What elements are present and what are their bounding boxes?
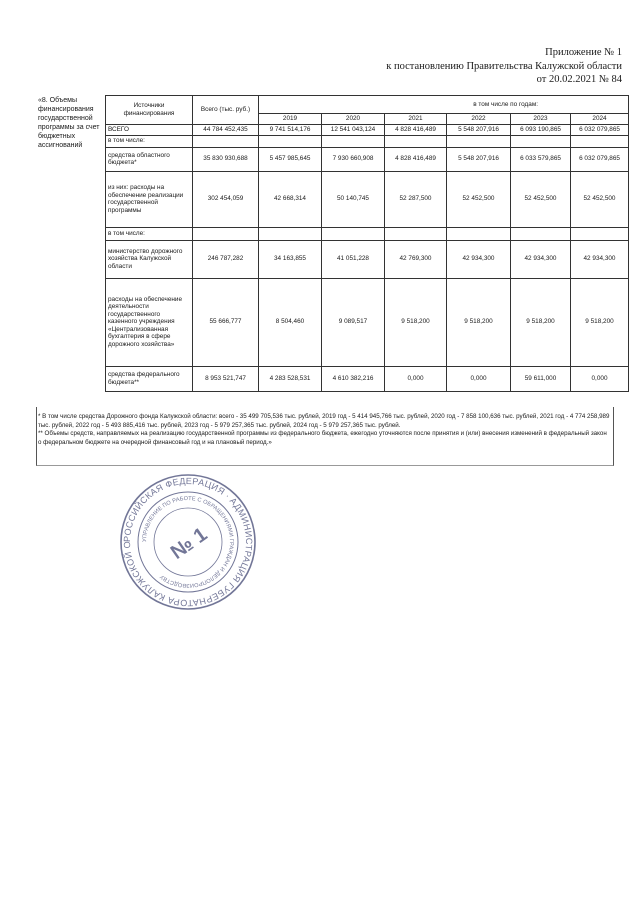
header-years-group: в том числе по годам: bbox=[259, 96, 629, 114]
row-label: расходы на обеспечение деятельности государственного казенного учреждения «Централизованная бухгалтерия в сфере дорожного хозяйства» bbox=[106, 278, 193, 366]
header-year-2019: 2019 bbox=[259, 114, 322, 125]
table-row bbox=[106, 124, 629, 135]
empty-cell bbox=[193, 227, 259, 240]
financing-table-body bbox=[106, 96, 629, 392]
row-value-2021: 4 828 416,489 bbox=[385, 147, 447, 171]
empty-cell bbox=[322, 227, 385, 240]
row-value-2023: 6 093 190,865 bbox=[511, 124, 571, 135]
financing-table bbox=[105, 95, 629, 392]
row-label: средства областного бюджета* bbox=[106, 147, 193, 171]
empty-cell bbox=[322, 135, 385, 147]
row-value-2023: 59 611,000 bbox=[511, 366, 571, 391]
row-value-2020: 50 140,745 bbox=[322, 171, 385, 227]
row-total: 35 830 930,688 bbox=[193, 147, 259, 171]
row-value-2022: 9 518,200 bbox=[447, 278, 511, 366]
row-value-2022: 5 548 207,916 bbox=[447, 147, 511, 171]
row-value-2024: 6 032 079,865 bbox=[571, 147, 629, 171]
empty-cell bbox=[447, 135, 511, 147]
table-row bbox=[106, 147, 629, 171]
empty-cell bbox=[385, 135, 447, 147]
row-value-2024: 9 518,200 bbox=[571, 278, 629, 366]
empty-cell bbox=[571, 227, 629, 240]
row-label: средства федерального бюджета** bbox=[106, 366, 193, 391]
official-seal bbox=[118, 472, 258, 612]
row-value-2020: 7 930 660,908 bbox=[322, 147, 385, 171]
row-total: 246 787,282 bbox=[193, 240, 259, 278]
header-total: Всего (тыс. руб.) bbox=[193, 96, 259, 125]
section-label: «8. Объемы финансирования государственной программы за счет бюджетных ассигнований bbox=[38, 97, 100, 149]
row-value-2020: 41 051,228 bbox=[322, 240, 385, 278]
header-year-2024: 2024 bbox=[571, 114, 629, 125]
table-row bbox=[106, 171, 629, 227]
row-value-2022: 5 548 207,916 bbox=[447, 124, 511, 135]
header-year-2020: 2020 bbox=[322, 114, 385, 125]
row-value-2024: 42 934,300 bbox=[571, 240, 629, 278]
row-value-2021: 52 287,500 bbox=[385, 171, 447, 227]
row-label: ВСЕГО bbox=[106, 124, 193, 135]
row-total: 8 953 521,747 bbox=[193, 366, 259, 391]
appendix-reference: к постановлению Правительства Калужской области bbox=[386, 60, 622, 72]
row-value-2022: 0,000 bbox=[447, 366, 511, 391]
empty-cell bbox=[259, 135, 322, 147]
row-label: в том числе: bbox=[106, 227, 193, 240]
footnote-2: ** Объемы средств, направляемых на реализацию государственной программы из федерального бюджета, ежегодно уточняются после принятия и (или) внесения изменений в федеральный закон о федеральном бюджете на очередной финансовый год и на плановый период.» bbox=[38, 430, 607, 446]
seal-graphic bbox=[118, 472, 258, 612]
empty-cell bbox=[447, 227, 511, 240]
appendix-date: от 20.02.2021 № 84 bbox=[536, 74, 622, 85]
footnotes bbox=[38, 413, 610, 447]
row-value-2019: 8 504,460 bbox=[259, 278, 322, 366]
row-value-2020: 12 541 043,124 bbox=[322, 124, 385, 135]
row-value-2023: 52 452,500 bbox=[511, 171, 571, 227]
seal-center-number: № 1 bbox=[166, 523, 212, 564]
row-value-2022: 52 452,500 bbox=[447, 171, 511, 227]
empty-cell bbox=[385, 227, 447, 240]
row-value-2019: 42 668,314 bbox=[259, 171, 322, 227]
row-value-2023: 9 518,200 bbox=[511, 278, 571, 366]
table-section-row bbox=[106, 227, 629, 240]
row-value-2023: 6 033 579,865 bbox=[511, 147, 571, 171]
table-row bbox=[106, 278, 629, 366]
row-value-2023: 42 934,300 bbox=[511, 240, 571, 278]
row-value-2019: 34 163,855 bbox=[259, 240, 322, 278]
row-value-2021: 4 828 416,489 bbox=[385, 124, 447, 135]
row-value-2020: 9 089,517 bbox=[322, 278, 385, 366]
empty-cell bbox=[259, 227, 322, 240]
empty-cell bbox=[511, 227, 571, 240]
row-label: в том числе: bbox=[106, 135, 193, 147]
seal-outer-text: РОССИЙСКАЯ ФЕДЕРАЦИЯ · АДМИНИСТРАЦИЯ ГУБЕРНАТОРА КАЛУЖСКОЙ О bbox=[121, 475, 255, 609]
row-total: 302 454,059 bbox=[193, 171, 259, 227]
row-value-2024: 0,000 bbox=[571, 366, 629, 391]
row-value-2019: 9 741 514,176 bbox=[259, 124, 322, 135]
seal-inner-text: УПРАВЛЕНИЕ ПО РАБОТЕ С ОБРАЩЕНИЯМИ ГРАЖДАН И ДЕЛОПРОИЗВОДСТВУ bbox=[141, 495, 235, 589]
empty-cell bbox=[193, 135, 259, 147]
appendix-title: Приложение № 1 bbox=[545, 47, 622, 58]
row-value-2021: 42 769,300 bbox=[385, 240, 447, 278]
header-year-2022: 2022 bbox=[447, 114, 511, 125]
table-row bbox=[106, 240, 629, 278]
header-year-2021: 2021 bbox=[385, 114, 447, 125]
empty-cell bbox=[571, 135, 629, 147]
row-total: 55 666,777 bbox=[193, 278, 259, 366]
document-header bbox=[386, 46, 622, 87]
row-label: министерство дорожного хозяйства Калужской области bbox=[106, 240, 193, 278]
empty-cell bbox=[511, 135, 571, 147]
table-section-row bbox=[106, 135, 629, 147]
header-source: Источники финансирования bbox=[106, 96, 193, 125]
row-value-2024: 6 032 079,865 bbox=[571, 124, 629, 135]
header-year-2023: 2023 bbox=[511, 114, 571, 125]
row-value-2021: 0,000 bbox=[385, 366, 447, 391]
table-row bbox=[106, 366, 629, 391]
row-label: из них: расходы на обеспечение реализации государственной программы bbox=[106, 171, 193, 227]
row-total: 44 784 452,435 bbox=[193, 124, 259, 135]
row-value-2019: 4 283 528,531 bbox=[259, 366, 322, 391]
row-value-2024: 52 452,500 bbox=[571, 171, 629, 227]
row-value-2019: 5 457 985,645 bbox=[259, 147, 322, 171]
row-value-2021: 9 518,200 bbox=[385, 278, 447, 366]
row-value-2020: 4 610 382,216 bbox=[322, 366, 385, 391]
row-value-2022: 42 934,300 bbox=[447, 240, 511, 278]
footnote-1: * В том числе средства Дорожного фонда Калужской области: всего - 35 499 705,536 тыс. рублей, 2019 год - 5 414 945,766 тыс. рублей, 2020 год - 7 858 100,636 тыс. рублей, 2021 год - 4 774 258,989 тыс. рублей, 2022 год - 5 493 885,416 тыс. рублей, 2023 год - 5 979 257,365 тыс. рублей, 2024 год - 5 979 257,365 тыс. рублей. bbox=[38, 413, 610, 429]
